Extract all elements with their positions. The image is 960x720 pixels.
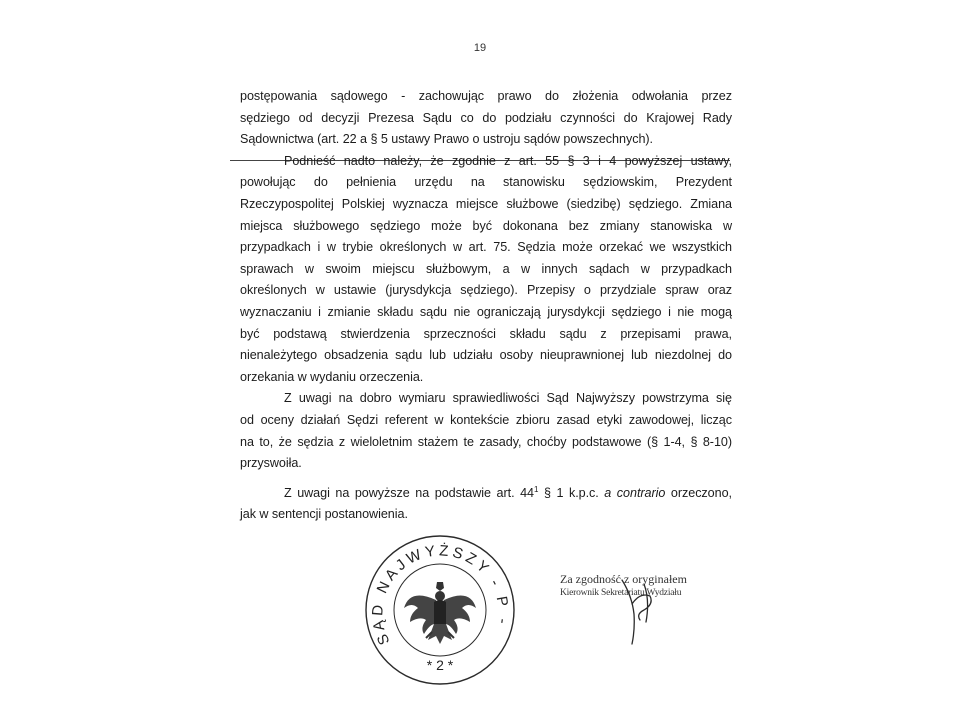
text-run: 1 [534, 484, 539, 494]
seal-text: SĄD NAJWYŻSZY - P - [369, 542, 512, 648]
text-line: przypadkach i w trybie określonych w art. 75. Sędzia może orzekać we wszystkich [240, 240, 732, 255]
text-line [240, 483, 732, 505]
document-body [240, 86, 732, 526]
text-line: być podstawą stwierdzenia sprzeczności składu sądu z przepisami prawa, [240, 326, 732, 341]
text-line: Rzeczypospolitej Polskiej wyznacza miejsce służbowe (siedzibę) sędziego. Zmiana [240, 196, 732, 211]
paragraph [240, 151, 732, 389]
text-line: na to, że sędzia z wieloletnim stażem te zasady, choćby podstawowe (§ 1-4, § 8-10) [240, 434, 732, 449]
page-number: 19 [473, 42, 487, 54]
text-run: orzeczono, [665, 485, 732, 500]
paragraph [240, 86, 732, 151]
handwritten-signature [610, 574, 670, 646]
text-line: Z uwagi na dobro wymiaru sprawiedliwości Sąd Najwyższy powstrzyma się [284, 391, 732, 406]
text-line: sprawach w swoim miejscu służbowym, a w innych sądach w przypadkach [240, 261, 732, 276]
text-line: nienależytego obsadzenia sądu lub udziału osoby nieuprawnionej lub niezdolnej do [240, 348, 732, 363]
text-run: § 1 k.p.c. [538, 485, 605, 500]
text-line: jak w sentencji postanowienia. [240, 507, 408, 522]
text-line: postępowania sądowego - zachowując prawo do złożenia odwołania przez [240, 89, 732, 103]
text-line: Podnieść nadto należy, że zgodnie z art. 55 § 3 i 4 powyższej ustawy, [284, 153, 732, 168]
certification-line-1: Za zgodność z oryginałem [560, 572, 687, 586]
text-run: Z uwagi na powyższe na podstawie art. 44 [284, 485, 534, 500]
text-line: Sądownictwa (art. 22 a § 5 ustawy Prawo o ustroju sądów powszechnych). [240, 132, 653, 147]
text-line: miejsca służbowego sędziego może być dokonana bez zmiany stanowiska w [240, 218, 732, 233]
seal-number: * 2 * [426, 657, 454, 673]
text-line: orzekania w wydaniu orzeczenia. [240, 369, 424, 384]
final-paragraph [240, 483, 732, 526]
text-run: a contrario [604, 485, 666, 500]
court-seal [362, 532, 518, 688]
text-line: przyswoiła. [240, 456, 302, 471]
text-line: sędziego od decyzji Prezesa Sądu co do podziału czynności do Krajowej Rady [240, 110, 732, 125]
text-line: wyznaczaniu i zmianie składu sądu nie ograniczają jurysdykcji sędziego i nie mogą [240, 304, 732, 319]
paragraph [240, 388, 732, 474]
text-line: określonych w ustawie (jurysdykcja sędziego). Przepisy o przydziale spraw oraz [240, 283, 732, 298]
text-line: powołując do pełnienia urzędu na stanowisku sędziowskim, Prezydent [240, 175, 732, 190]
text-line: od oceny działań Sędzi referent w kontekście zbioru zasad etyki zawodowej, licząc [240, 412, 732, 427]
eagle-emblem-icon [404, 582, 476, 644]
certification-line-2: Kierownik Sekretariatu Wydziału [560, 588, 682, 598]
